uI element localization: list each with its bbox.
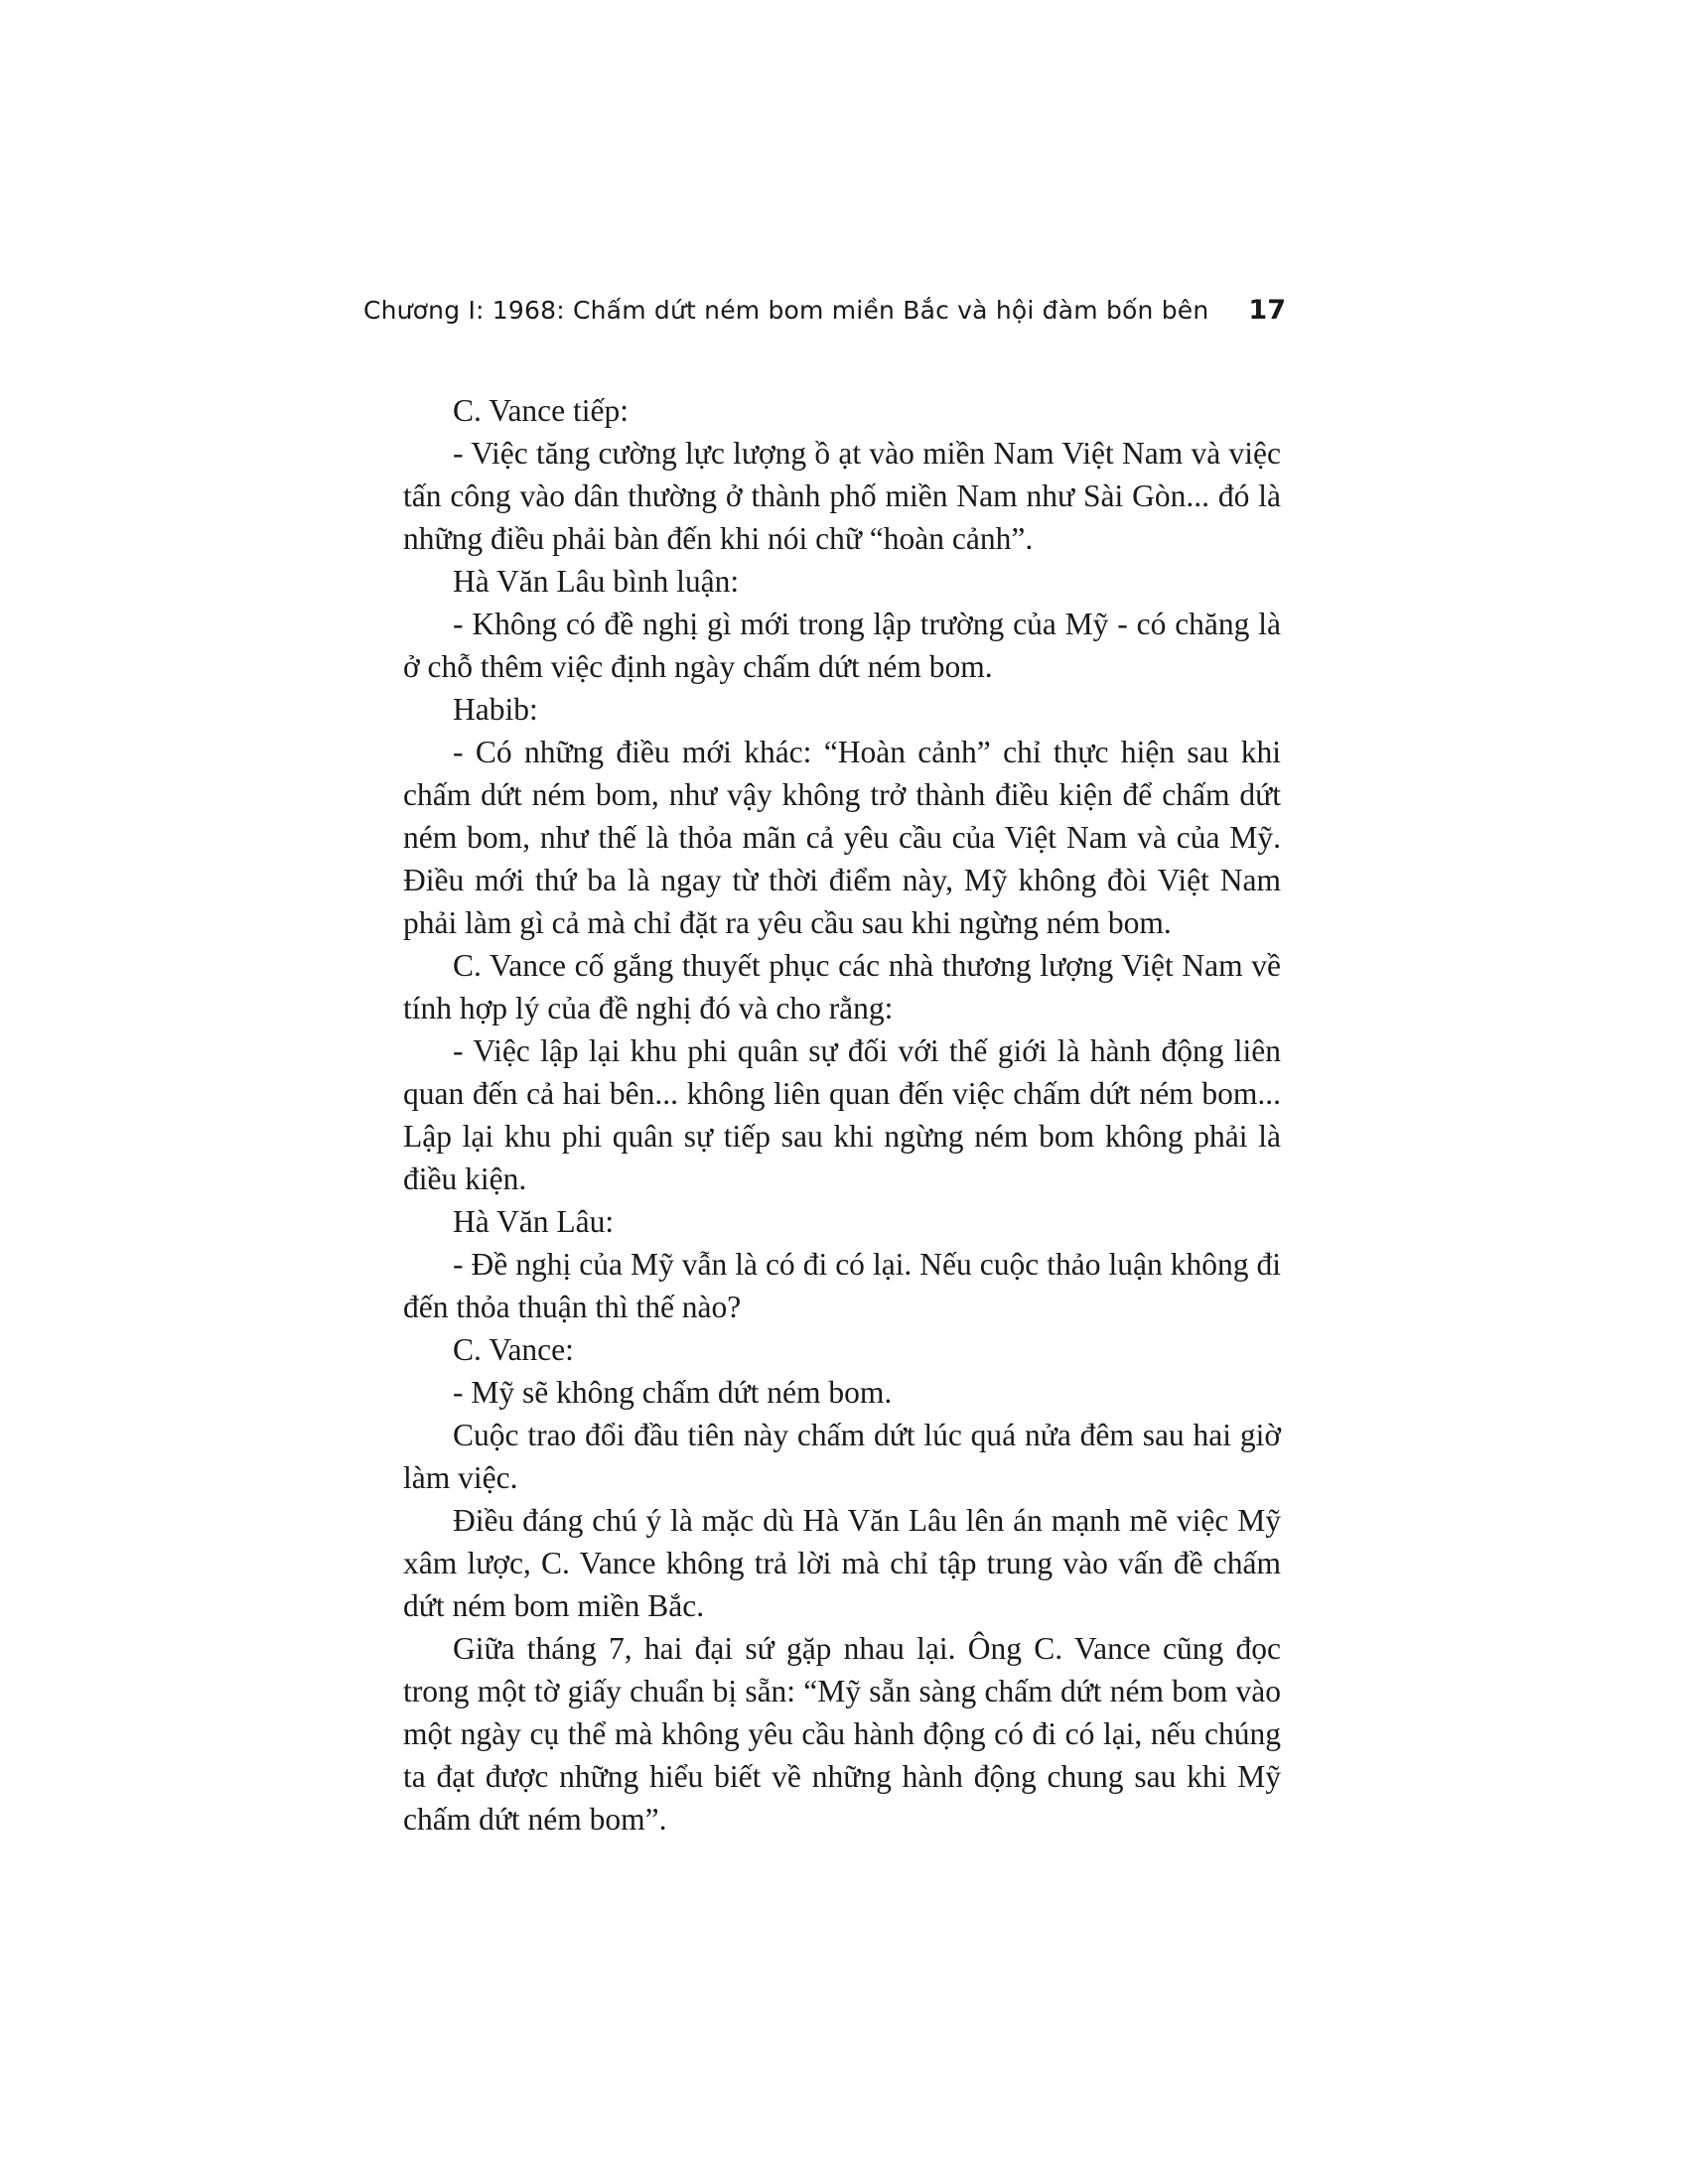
- page-header: [362, 290, 1286, 330]
- paragraph: Hà Văn Lâu bình luận:: [453, 564, 740, 599]
- paragraph: Cuộc trao đổi đầu tiên này chấm dứt lúc quá nửa đêm sau hai giờ làm việc.: [403, 1418, 1281, 1495]
- body-text: [403, 389, 1281, 1841]
- paragraph: C. Vance cố gắng thuyết phục các nhà thương lượng Việt Nam về tính hợp lý của đề nghị đó và cho rằng:: [403, 948, 1281, 1025]
- paragraph: Giữa tháng 7, hai đại sứ gặp nhau lại. Ông C. Vance cũng đọc trong một tờ giấy chuẩn bị sẵn: “Mỹ sẵn sàng chấm dứt ném bom vào một ngày cụ thể mà không yêu cầu hành động có đi có lại, nếu chúng ta đạt được những hiểu biết về những hành động chung sau khi Mỹ chấm dứt ném bom”.: [403, 1631, 1281, 1837]
- paragraph: - Việc tăng cường lực lượng ồ ạt vào miền Nam Việt Nam và việc tấn công vào dân thường ở thành phố miền Nam như Sài Gòn... đó là những điều phải bàn đến khi nói chữ “hoàn cảnh”.: [403, 436, 1281, 556]
- running-head: Chương I: 1968: Chấm dứt ném bom miền Bắc và hội đàm bốn bên: [362, 295, 1209, 325]
- paragraph: - Không có đề nghị gì mới trong lập trường của Mỹ - có chăng là ở chỗ thêm việc định ngày chấm dứt ném bom.: [403, 607, 1281, 684]
- paragraph: - Mỹ sẽ không chấm dứt ném bom.: [453, 1375, 893, 1410]
- page-number: 17: [1248, 294, 1286, 326]
- paragraph: - Đề nghị của Mỹ vẫn là có đi có lại. Nếu cuộc thảo luận không đi đến thỏa thuận thì thế nào?: [403, 1247, 1281, 1324]
- paragraph: - Việc lập lại khu phi quân sự đối với thế giới là hành động liên quan đến cả hai bên... không liên quan đến việc chấm dứt ném bom... Lập lại khu phi quân sự tiếp sau khi ngừng ném bom không phải là điều kiện.: [403, 1033, 1281, 1196]
- paragraph: Điều đáng chú ý là mặc dù Hà Văn Lâu lên án mạnh mẽ việc Mỹ xâm lược, C. Vance không trả lời mà chỉ tập trung vào vấn đề chấm dứt ném bom miền Bắc.: [403, 1503, 1281, 1623]
- paragraph: C. Vance:: [453, 1332, 574, 1367]
- paragraph: C. Vance tiếp:: [453, 393, 630, 428]
- paragraph: Hà Văn Lâu:: [453, 1204, 615, 1239]
- paragraph: Habib:: [453, 692, 538, 727]
- paragraph: - Có những điều mới khác: “Hoàn cảnh” chỉ thực hiện sau khi chấm dứt ném bom, như vậy không trở thành điều kiện để chấm dứt ném bom, như thế là thỏa mãn cả yêu cầu của Việt Nam và của Mỹ. Điều mới thứ ba là ngay từ thời điểm này, Mỹ không đòi Việt Nam phải làm gì cả mà chỉ đặt ra yêu cầu sau khi ngừng ném bom.: [403, 735, 1281, 940]
